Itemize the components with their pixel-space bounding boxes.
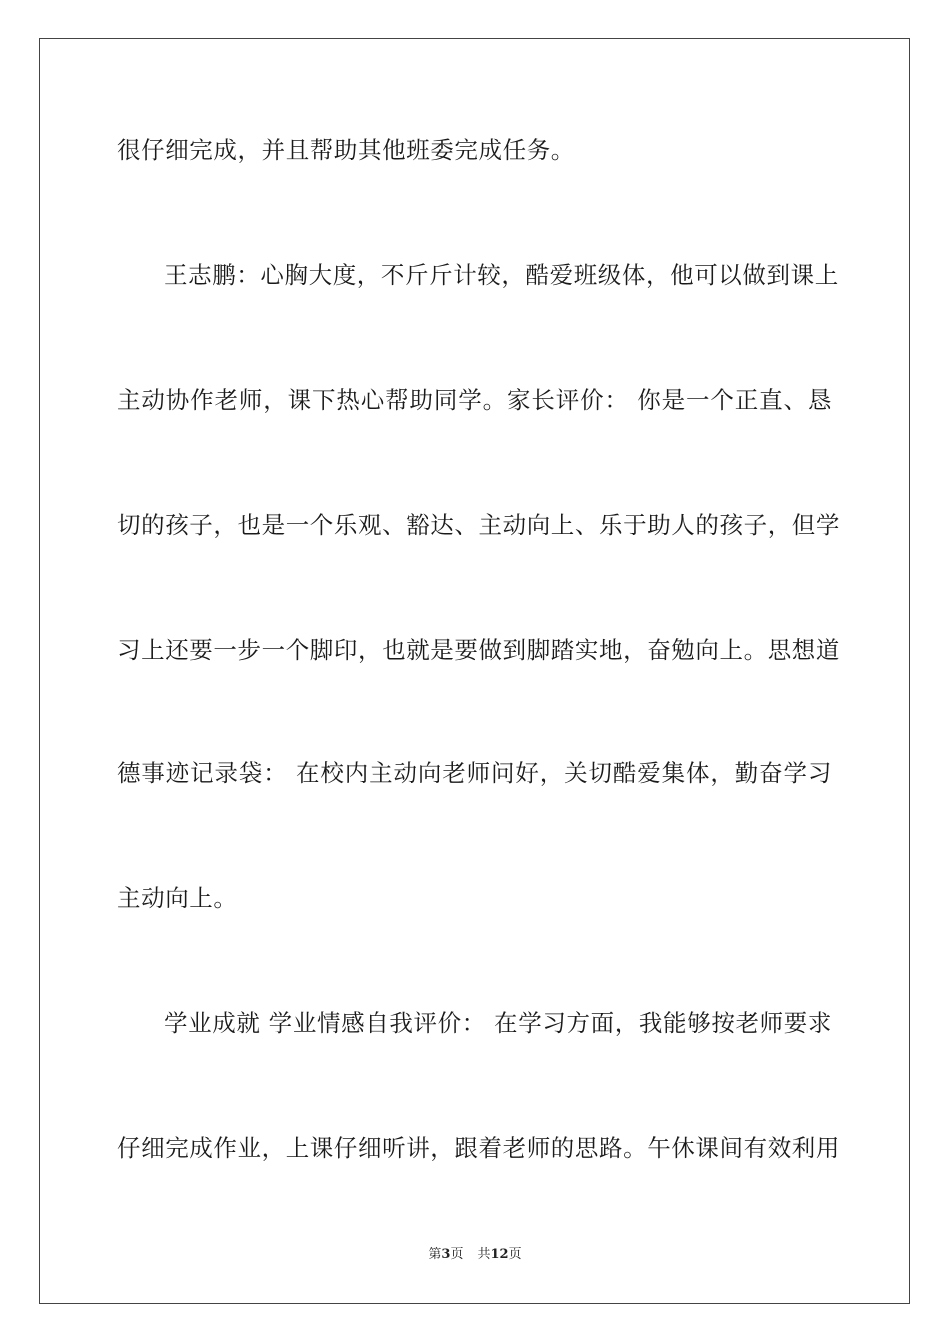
paragraph-line: 主动协作老师，课下热心帮助同学。家长评价： 你是一个正直、恳 (117, 386, 832, 414)
paragraph-line: 习上还要一步一个脚印，也就是要做到脚踏实地，奋勉向上。思想道 (117, 636, 840, 664)
footer-total-prefix: 共 (477, 1247, 491, 1262)
page-footer (0, 1246, 950, 1264)
footer-page-number: 3 (441, 1247, 451, 1262)
footer-page-suffix: 页 (450, 1247, 464, 1262)
page-border (39, 38, 910, 1304)
paragraph-line: 主动向上。 (117, 884, 238, 912)
footer-page-prefix: 第 (428, 1247, 442, 1262)
paragraph-line: 王志鹏：心胸大度，不斤斤计较，酷爱班级体，他可以做到课上 (164, 261, 839, 289)
paragraph-line: 德事迹记录袋： 在校内主动向老师问好，关切酷爱集体，勤奋学习 (117, 759, 832, 787)
paragraph-line: 学业成就 学业情感自我评价： 在学习方面，我能够按老师要求 (164, 1009, 832, 1037)
paragraph-line: 切的孩子，也是一个乐观、豁达、主动向上、乐于助人的孩子，但学 (117, 511, 840, 539)
paragraph-line: 很仔细完成，并且帮助其他班委完成任务。 (117, 136, 575, 164)
footer-total-pages: 12 (490, 1247, 509, 1262)
footer-total-suffix: 页 (508, 1247, 522, 1262)
paragraph-line: 仔细完成作业，上课仔细听讲，跟着老师的思路。午休课间有效利用 (117, 1134, 840, 1162)
